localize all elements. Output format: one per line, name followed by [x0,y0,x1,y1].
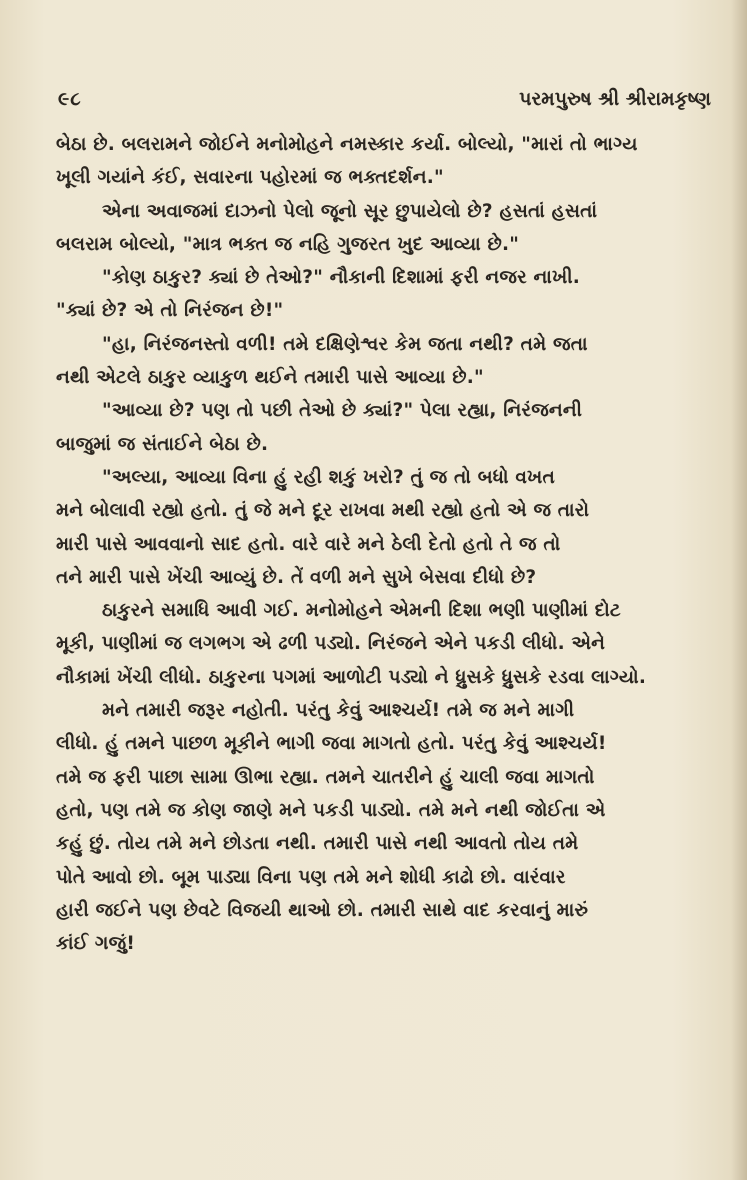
page-header [58,82,711,116]
body-text [56,128,716,960]
text-line: તને મારી પાસે ખેંચી આવ્યું છે. તેં વળી મને સુખે બેસવા દીધો છે? [56,566,537,588]
text-line: "આવ્યા છે? પણ તો પછી તેઓ છે ક્યાં?" પેલા રહ્યા, નિરંજનની [102,400,583,422]
text-line: મારી પાસે આવવાનો સાદ હતો. વારે વારે મને ઠેલી દેતો હતો તે જ તો [56,533,561,555]
text-line: બાજુમાં જ સંતાઈને બેઠા છે. [56,433,269,455]
text-line: તમે જ ફરી પાછા સામા ઊભા રહ્યા. તમને ચાતરીને હું ચાલી જવા માગતો [56,766,595,788]
text-line: હતો, પણ તમે જ કોણ જાણે મને પકડી પાડ્યો. તમે મને નથી જોઈતા એ [56,799,606,821]
running-title: પરમપુરુષ શ્રી શ્રીરામકૃષ્ણ [519,88,711,110]
text-line: ઠાકુરને સમાધિ આવી ગઈ. મનોમોહને એમની દિશા ભણી પાણીમાં દોટ [102,600,621,622]
text-line: "અલ્યા, આવ્યા વિના હું રહી શકું ખરો? તું જ તો બધો વખત [102,466,555,488]
text-line: કાંઈ ગજું! [56,933,135,955]
text-line: લીધો. હું તમને પાછળ મૂકીને ભાગી જવા માગતો હતો. પરંતુ કેવું આશ્ચર્ય! [56,733,607,755]
text-line: બલરામ બોલ્યો, "માત્ર ભક્ત જ નહિ ગુજરત ખુદ આવ્યા છે." [56,233,520,255]
text-line: મૂકી, પાણીમાં જ લગભગ એ ઢળી પડ્યો. નિરંજને એને પકડી લીધો. એને [56,633,606,655]
page-edge-shadow [731,0,747,1180]
text-line: "ક્યાં છે? એ તો નિરંજન છે!" [56,300,284,322]
text-line: બેઠા છે. બલરામને જોઈને મનોમોહને નમસ્કાર કર્યા. બોલ્યો, "મારાં તો ભાગ્ય [56,134,638,155]
text-line: હારી જઈને પણ છેવટે વિજયી થાઓ છો. તમારી સાથે વાદ કરવાનું મારું [56,899,589,921]
text-line: ખૂલી ગયાંને કંઈ, સવારના પહોરમાં જ ભક્તદર્શન." [56,167,444,189]
page-number: ૯૮ [58,88,82,110]
text-line: પોતે આવો છો. બૂમ પાડ્યા વિના પણ તમે મને શોધી કાઢો છો. વારંવાર [56,866,566,888]
text-line: મને તમારી જરૂર નહોતી. પરંતુ કેવું આશ્ચર્ય! તમે જ મને માગી [102,700,575,722]
text-line: નૌકામાં ખેંચી લીધો. ઠાકુરના પગમાં આળોટી પડ્યો ને ધ્રુસકે ધ્રુસકે રડવા લાગ્યો. [56,666,647,688]
text-line: "કોણ ઠાકુર? ક્યાં છે તેઓ?" નૌકાની દિશામાં ફરી નજર નાખી. [102,267,580,289]
text-line: એના અવાજમાં દાઝનો પેલો જૂનો સૂર છુપાયેલો છે? હસતાં હસતાં [102,200,598,222]
text-line: "હા, નિરંજનસ્તો વળી! તમે દક્ષિણેશ્વર કેમ જતા નથી? તમે જતા [102,333,588,355]
text-line: મને બોલાવી રહ્યો હતો. તું જે મને દૂર રાખવા મથી રહ્યો હતો એ જ તારો [56,500,590,522]
text-line: નથી એટલે ઠાકુર વ્યાકુળ થઈને તમારી પાસે આવ્યા છે." [56,367,484,389]
text-line: કહું છું. તોય તમે મને છોડતા નથી. તમારી પાસે નથી આવતો તોય તમે [56,833,579,855]
